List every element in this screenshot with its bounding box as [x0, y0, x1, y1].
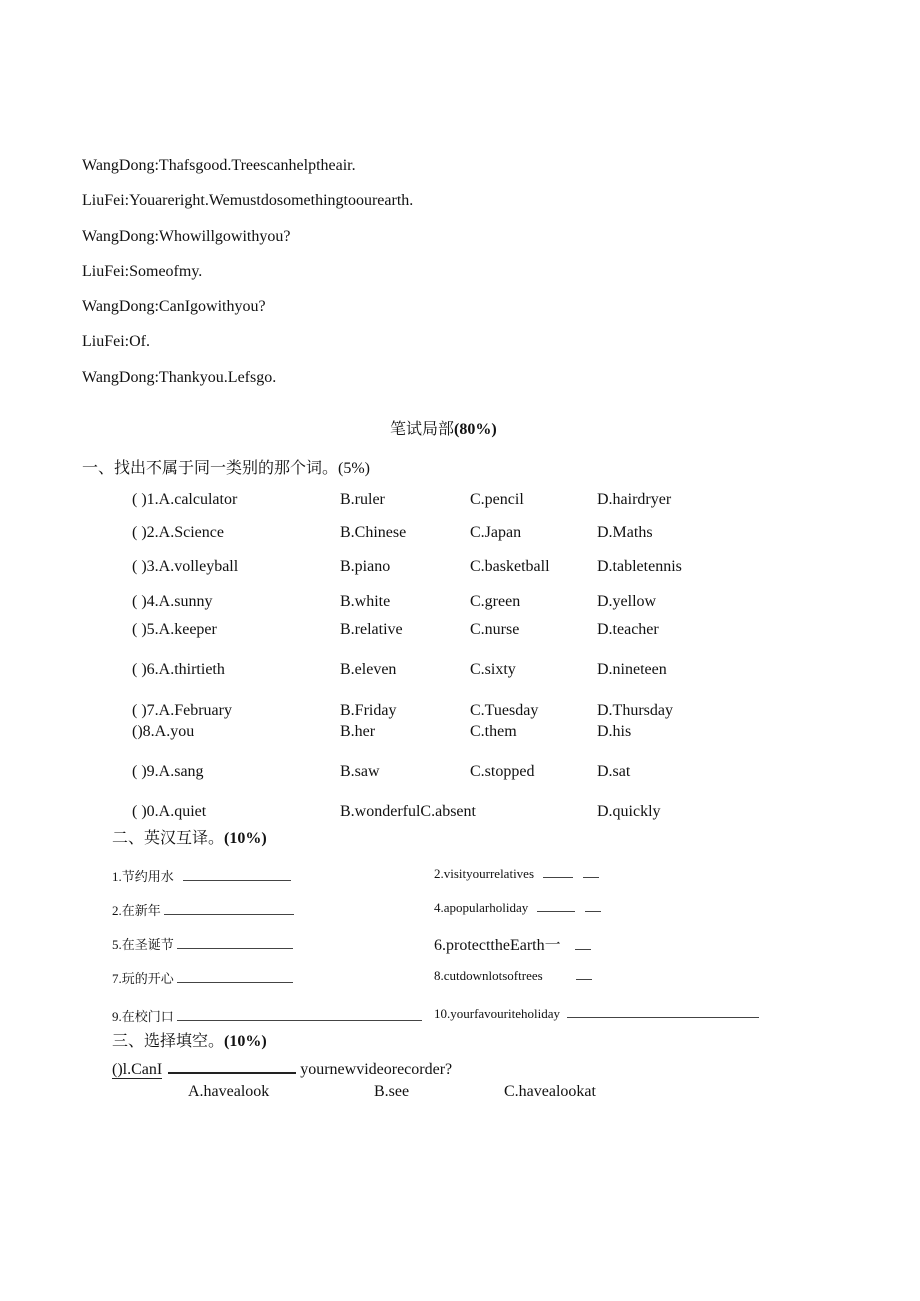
option-d: D.sat	[597, 763, 631, 780]
question-number: ( )2.A.Science	[132, 524, 224, 541]
translation-item	[434, 932, 591, 955]
answer-blank[interactable]	[177, 981, 293, 983]
option-c: C.them	[470, 723, 517, 740]
option-b: B.her	[340, 723, 376, 740]
question-prefix: ()l.CanI	[112, 1061, 163, 1078]
section3-heading-text: 三、选择填空。	[112, 1033, 225, 1050]
answer-blank[interactable]	[164, 913, 294, 915]
translation-item	[112, 968, 293, 987]
option-c: C.pencil	[470, 491, 524, 508]
dialogue-line: LiuFei:Youareright.Wemustdosomethingtoourearth.	[82, 192, 414, 209]
translation-item	[434, 900, 601, 916]
option-d: D.Maths	[597, 524, 653, 541]
option-d: D.hairdryer	[597, 491, 672, 508]
translation-prompt: 2.在新年	[112, 903, 161, 918]
translation-item	[112, 866, 291, 885]
translation-prompt: 2.visityourrelatives	[434, 866, 535, 881]
question-number: ( )7.A.February	[132, 702, 232, 719]
question-suffix: yournewvideorecorder?	[300, 1061, 453, 1078]
option-d: D.teacher	[597, 621, 659, 638]
dialogue-line: WangDong:Whowillgowithyou?	[82, 228, 291, 245]
answer-blank[interactable]	[177, 1019, 422, 1021]
option-d: D.yellow	[597, 593, 657, 610]
section2-heading	[112, 825, 267, 848]
option-b: B.saw	[340, 763, 380, 780]
translation-prompt: 7.玩的开心	[112, 971, 174, 986]
translation-prompt: 10.yourfavouriteholiday	[434, 1006, 560, 1021]
option-d: D.Thursday	[597, 702, 673, 719]
dialogue-line: WangDong:Thafsgood.Treescanhelptheair.	[82, 157, 356, 174]
answer-blank[interactable]	[567, 1016, 759, 1018]
choice-question	[112, 1061, 452, 1079]
question-number: ( )5.A.keeper	[132, 621, 217, 638]
option-b: B.Chinese	[340, 524, 407, 541]
question-number: ( )9.A.sang	[132, 763, 204, 780]
question-number: ()8.A.you	[132, 723, 195, 740]
translation-item	[112, 1006, 422, 1025]
choice-option: C.havealookat	[504, 1083, 596, 1100]
option-c: C.sixty	[470, 661, 516, 678]
section3-heading	[112, 1028, 267, 1051]
option-c: C.nurse	[470, 621, 520, 638]
translation-prompt: 6.protecttheEarth一	[434, 937, 561, 954]
option-d: D.nineteen	[597, 661, 667, 678]
option-c: C.green	[470, 593, 521, 610]
option-c: C.basketball	[470, 558, 550, 575]
option-d: D.tabletennis	[597, 558, 682, 575]
answer-blank[interactable]	[576, 978, 592, 980]
dialogue-line: LiuFei:Someofmy.	[82, 263, 203, 280]
option-c: C.Tuesday	[470, 702, 539, 719]
section2-pct: (10%)	[224, 830, 267, 847]
translation-item	[434, 1006, 759, 1022]
answer-blank[interactable]	[543, 876, 573, 878]
option-b: B.wonderfulC.absent	[340, 803, 476, 820]
dialogue-line: LiuFei:Of.	[82, 333, 150, 350]
translation-prompt: 4.apopularholiday	[434, 900, 529, 915]
written-title-pct: (80%)	[454, 421, 497, 438]
answer-blank[interactable]	[177, 947, 293, 949]
written-title	[390, 416, 497, 439]
option-b: B.relative	[340, 621, 403, 638]
question-number: ( )4.A.sunny	[132, 593, 213, 610]
translation-prompt: 1.节约用水	[112, 869, 174, 884]
translation-item	[434, 968, 592, 984]
translation-item	[112, 934, 293, 953]
answer-blank[interactable]	[585, 910, 601, 912]
option-b: B.Friday	[340, 702, 397, 719]
section2-heading-text: 二、英汉互译。	[112, 830, 225, 847]
choice-option: A.havealook	[188, 1083, 270, 1100]
section1-heading: 一、找出不属于同一类别的那个词。(5%)	[82, 460, 370, 477]
question-number: ( )1.A.calculator	[132, 491, 238, 508]
translation-item	[434, 866, 599, 882]
answer-blank[interactable]	[537, 910, 575, 912]
choice-option: B.see	[374, 1083, 410, 1100]
option-c: C.stopped	[470, 763, 535, 780]
answer-blank[interactable]	[183, 879, 291, 881]
dialogue-line: WangDong:Thankyou.Lefsgo.	[82, 369, 277, 386]
option-b: B.piano	[340, 558, 391, 575]
option-b: B.eleven	[340, 661, 397, 678]
question-number: ( )0.A.quiet	[132, 803, 207, 820]
option-b: B.white	[340, 593, 391, 610]
answer-blank[interactable]	[168, 1071, 296, 1074]
answer-blank[interactable]	[583, 876, 599, 878]
translation-prompt: 5.在圣诞节	[112, 937, 174, 952]
dialogue-line: WangDong:CanIgowithyou?	[82, 298, 266, 315]
option-d: D.quickly	[597, 803, 661, 820]
option-b: B.ruler	[340, 491, 385, 508]
option-d: D.his	[597, 723, 632, 740]
question-number: ( )3.A.volleyball	[132, 558, 239, 575]
translation-item	[112, 900, 294, 919]
section3-pct: (10%)	[224, 1033, 267, 1050]
option-c: C.Japan	[470, 524, 522, 541]
translation-prompt: 8.cutdownlotsoftrees	[434, 968, 543, 983]
translation-prompt: 9.在校门口	[112, 1009, 174, 1024]
written-title-text: 笔试局部	[390, 421, 455, 438]
answer-blank[interactable]	[575, 948, 591, 950]
question-number: ( )6.A.thirtieth	[132, 661, 225, 678]
